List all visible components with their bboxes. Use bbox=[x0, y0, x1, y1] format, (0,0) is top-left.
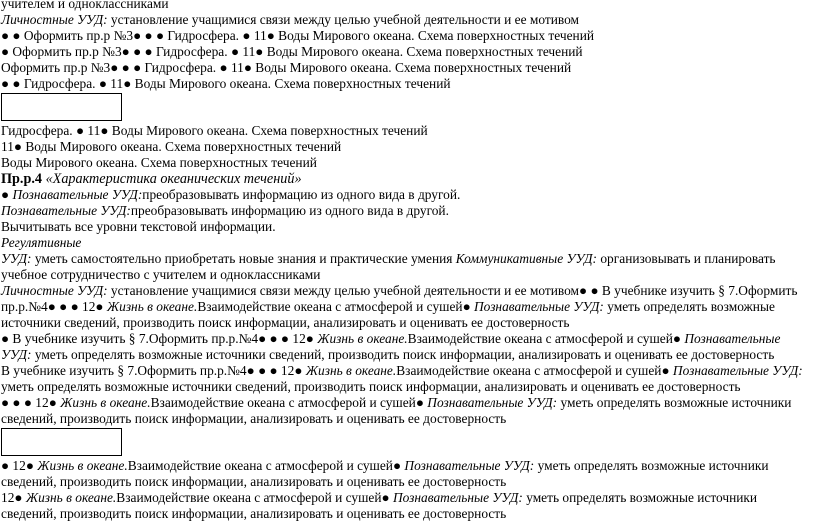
paragraph: ● В учебнике изучить § 7.Оформить пр.р.№4● ● ● 12● Жизнь в океане.Взаимодействие океана с атмосферой и сушей● Познавательные УУД: уметь определять возможные источники сведений, производить поиск информации, анализировать и оценивать ее достоверность bbox=[1, 331, 781, 362]
uud-label: Личностные УУД: bbox=[1, 12, 108, 27]
section-heading: Пр.р.4 «Характеристика океанических течений» bbox=[1, 171, 302, 187]
paragraph: ● 12● Жизнь в океане.Взаимодействие океана с атмосферой и сушей● Познавательные УУД: уметь определять возможные источники сведений, производить поиск информации, анализировать и оценивать ее достоверность bbox=[1, 458, 769, 489]
uud-label: Познавательные УУД: bbox=[1, 203, 131, 218]
text-line: Воды Мирового океана. Схема поверхностных течений bbox=[1, 155, 317, 170]
empty-box bbox=[1, 93, 122, 121]
paragraph: Личностные УУД: установление учащимися связи между целью учебной деятельности и ее мотивом● ● В учебнике изучить § 7.Оформить пр.р.№4● ● ● 12● Жизнь в океане.Взаимодействие океана с атмосферой и сушей● Познавательные УУД: уметь определять возможные источники сведений, производить поиск информации, анализировать и оценивать ее достоверность bbox=[1, 283, 798, 330]
paragraph: ● ● ● 12● Жизнь в океане.Взаимодействие океана с атмосферой и сушей● Познавательные УУД: уметь определять возможные источники сведений, производить поиск информации, анализировать и оценивать ее достоверность bbox=[1, 395, 792, 426]
paragraph: УУД: уметь самостоятельно приобретать новые знания и практические умения Коммуникативные УУД: организовывать и планировать учебное сотрудничество с учителем и одноклассниками bbox=[1, 251, 776, 282]
text-line: ● ● Гидросфера. ● 11● Воды Мирового океана. Схема поверхностных течений bbox=[1, 76, 451, 91]
text-line: Оформить пр.р №3● ● ● Гидросфера. ● 11● Воды Мирового океана. Схема поверхностных течений bbox=[1, 60, 572, 75]
paragraph: В учебнике изучить § 7.Оформить пр.р.№4● ● ● 12● Жизнь в океане.Взаимодействие океана с атмосферой и сушей● Познавательные УУД: уметь определять возможные источники сведений, производить поиск информации, анализировать и оценивать ее достоверность bbox=[1, 363, 803, 394]
text-line: ● Оформить пр.р №3● ● ● Гидросфера. ● 11● Воды Мирового океана. Схема поверхностных течений bbox=[1, 44, 583, 59]
text-line: Познавательные УУД:преобразовывать информацию из одного вида в другой. bbox=[1, 203, 449, 218]
text-line: Регулятивные bbox=[1, 235, 82, 250]
paragraph: 12● Жизнь в океане.Взаимодействие океана с атмосферой и сушей● Познавательные УУД: уметь определять возможные источники сведений, производить поиск информации, анализировать и оценивать ее достоверность bbox=[1, 490, 758, 521]
uud-label: Познавательные УУД: bbox=[12, 187, 143, 202]
text-line: учителем и одноклассниками bbox=[1, 0, 169, 11]
text-line: Личностные УУД: установление учащимися связи между целью учебной деятельности и ее мотивом bbox=[1, 12, 580, 27]
text-line: 11● Воды Мирового океана. Схема поверхностных течений bbox=[1, 139, 342, 154]
empty-box bbox=[1, 428, 122, 456]
document-body bbox=[1, 0, 813, 522]
text-line: Гидросфера. ● 11● Воды Мирового океана. Схема поверхностных течений bbox=[1, 123, 428, 138]
text-line: ● ● Оформить пр.р №3● ● ● Гидросфера. ● 11● Воды Мирового океана. Схема поверхностных течений bbox=[1, 28, 595, 43]
text-line: ● Познавательные УУД:преобразовывать информацию из одного вида в другой. bbox=[1, 187, 461, 202]
text-line: Вычитывать все уровни текстовой информации. bbox=[1, 219, 276, 234]
